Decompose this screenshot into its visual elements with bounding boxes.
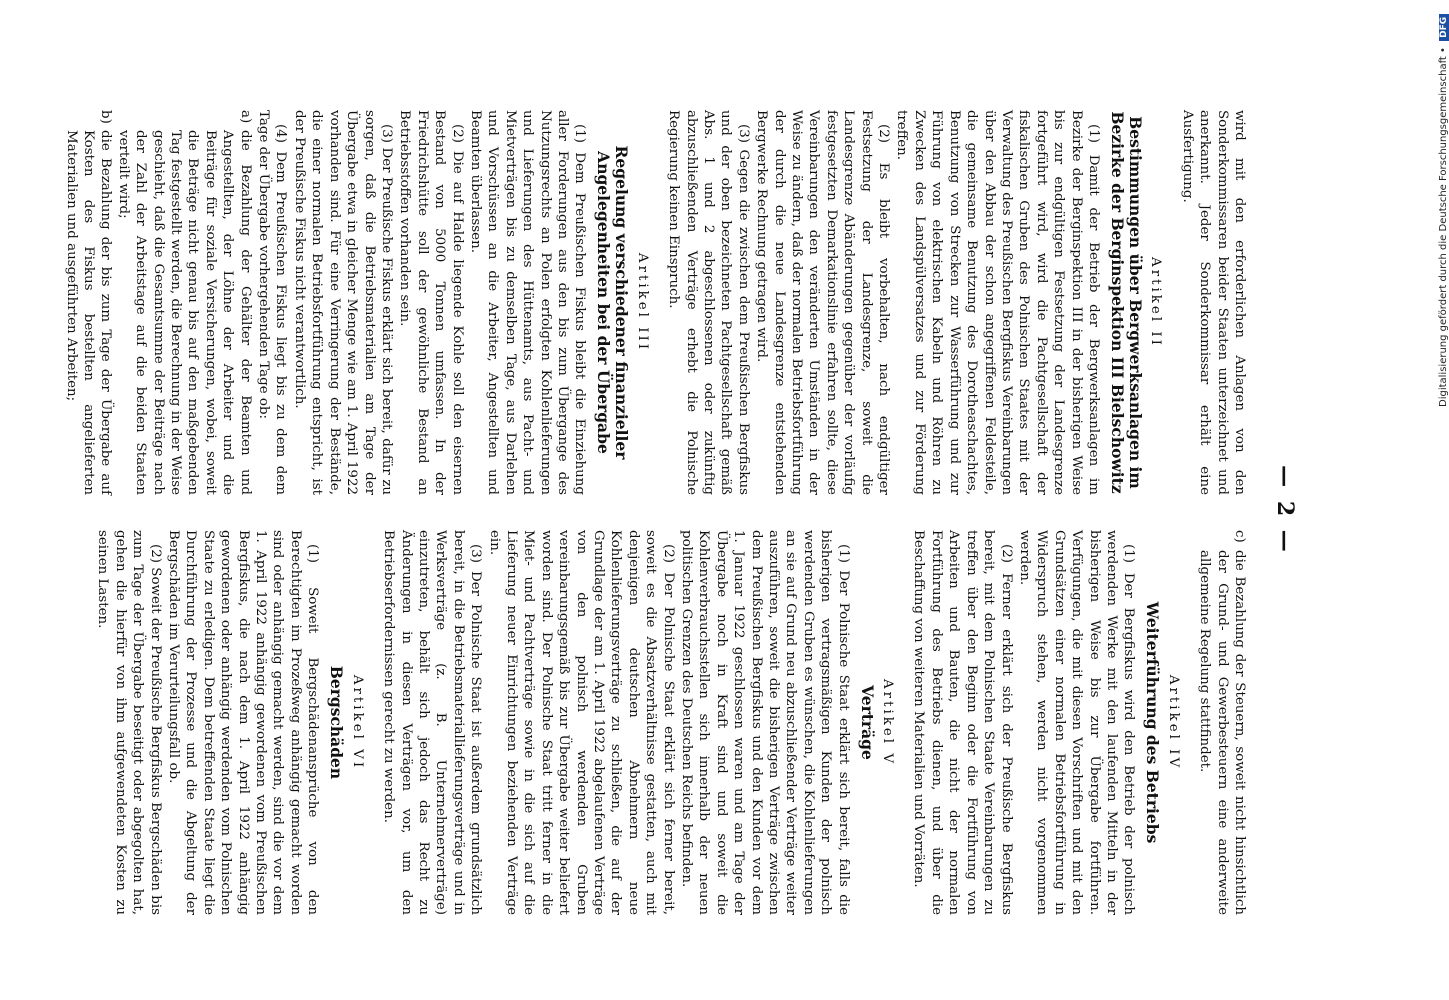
paragraph: (2) Die auf Halde liegende Kohle soll den eisernen Bestand von 5000 Tonnen umfassen. In der Friedrichshütte soll der gewöhnliche Bestand an Betriebsstoffen vorhanden sein. bbox=[397, 110, 465, 495]
article-title: Bestimmungen über Bergwerksanlagen im Bezirke der Berginspektion III Bielschowitz bbox=[1107, 111, 1145, 494]
paragraph: (1) Der Polnische Staat erklärt sich bereit, falls die bisherigen vertragsmäßigen Kunden der polnisch werdenden Gruben es wünschen, die Kohlenlieferungen an sie auf Grund neu abzuschließender Verträge weiter auszuführen, soweit die bisherigen Verträge zwischen dem Preußischen Bergfiskus und den Kunden vor dem 1. Januar 1922 geschlossen waren und am Tage der Übergabe noch in Kraft sind und soweit die Kohlenverbrauchsstellen sich innerhalb der neuen politischen Grenzen des Deutschen Reichs befinden. bbox=[679, 530, 851, 915]
paragraph: (2) Der Polnische Staat erklärt sich ferner bereit, soweit es die Absatzverhältnisse gestatten, auch mit denjenigen deutschen Abnehmern neue Kohlenlieferungsverträge zu schließen, die auf der Grundlage der am 1. April 1922 abgelaufenen Verträge von den polnisch werdenden Gruben vereinbarungsgemäß bis zur Übergabe weiter beliefert worden sind. Der Polnische Staat tritt ferner in die Miet- und Pachtverträge sowie in die sich auf die Lieferung neuer Einrichtungen beziehenden Verträge ein. bbox=[486, 530, 676, 915]
right-column bbox=[93, 530, 1248, 915]
article-6 bbox=[94, 530, 366, 915]
paragraph: (1) Damit der Betrieb der Bergwerksanlagen im Bezirke der Berginspektion III in der bisherigen Weise bis zur endgültigen Festsetzung der Landesgrenze fortgeführt wird, wird die Pachtgesellschaft der fiskalischen Gruben des Polnischen Staates mit der Verwaltung des Preußischen Bergfiskus Vereinbarungen über den Abbau der schon angegriffenen Feldesteile, die gemeinsame Benutzung des Dorotheaschachtes, Benutzung von Strecken zur Wasserführung und zur Führung von elektrischen Kabeln und Röhren zu Zwecken des Landspülversatzes und zur Förderung treffen. bbox=[894, 110, 1101, 495]
list-marker: c) bbox=[1232, 530, 1247, 543]
article-title: Bergschäden bbox=[327, 665, 347, 780]
article-heading: Artikel IV bbox=[1165, 674, 1181, 771]
list-text: die Bezahlung der Gehälter der Beamten und Angestellten, der Löhne der Arbeiter und die Beiträge für soziale Versicherungen, wobei, soweit die Beträge nicht genau bis auf den maßgebenden Tag festgestellt werden, die Berechnung in der Weise geschieht, daß die Gesamtsumme der Beiträge nach der Zahl der Arbeitstage auf die beiden Staaten verteilt wird; bbox=[115, 130, 253, 495]
paragraph: (1) Der Bergfiskus wird den Betrieb der polnisch werdenden Werke mit den laufenden Mitteln in der bisherigen Weise bis zur Übergabe fortführen. Verfügungen, die mit diesen Vorschriften und mit den Grundsätzen einer normalen Betriebsfortführung in Widerspruch stehen, werden nicht vorgenommen werden. bbox=[1016, 530, 1137, 915]
paragraph: (3) Der Polnische Staat ist außerdem grundsätzlich bereit, in die Betriebsmateriallieferungsverträge und in Werksverträge (z. B. Unternehmerverträge) einzutreten, behält sich jedoch das Recht zu Änderungen in diesen Verträgen vor, um den Betriebserfordernissen gerecht zu werden. bbox=[381, 530, 484, 915]
list-item bbox=[1196, 530, 1248, 915]
paragraph: (2) Ferner erklärt sich der Preußische Bergfiskus bereit, mit dem Polnischen Staate Vereinbarungen zu treffen über den Beginn oder die Fortführung von Arbeiten und Bauten, die nicht der normalen Fortführung des Betriebs dienen, und über die Beschaffung von weiteren Materialien und Vorräten. bbox=[911, 530, 1014, 915]
article-heading: Artikel II bbox=[1148, 257, 1164, 348]
list-item bbox=[114, 110, 253, 495]
list-marker: a) bbox=[237, 110, 253, 124]
paragraph: (2) Es bleibt vorbehalten, nach endgültiger Festsetzung der Landesgrenze, soweit die Landesgrenze Abänderungen gegenüber der vorläufig festgesetzten Demarkationslinie erfahren sollte, diese Vereinbarungen den veränderten Umständen in der Weise zu ändern, daß der normalen Betriebsfortführung der durch die neue Landesgrenze entstehenden Bergwerke Rechnung getragen wird. bbox=[754, 110, 892, 495]
list-text: die Bezahlung der Steuern, soweit nicht hinsichtlich der Grund- und Gewerbesteuern eine anderweite allgemeine Regelung stattfindet. bbox=[1197, 550, 1247, 915]
article-title: Regelung verschiedener finanzieller Angelegenheiten bei der Übergabe bbox=[594, 145, 632, 460]
digitization-credit bbox=[1408, 12, 1448, 432]
paragraph: (3) Gegen die zwischen dem Preußischen Bergfiskus und der oben bezeichneten Pachtgesellschaft gemäß Abs. 1 und 2 abgeschlossenen oder zukünftig abzuschließenden Verträge erhebt die Polnische Regierung keinen Einspruch. bbox=[666, 110, 751, 495]
intro-paragraph: wird mit den erforderlichen Anlagen von den Sonderkommissaren beider Staaten unterzeichnet und anerkannt. Jeder Sonderkommissar erhält eine Ausfertigung. bbox=[1179, 110, 1247, 495]
article-heading: Artikel V bbox=[880, 679, 896, 766]
article-2 bbox=[665, 110, 1165, 495]
list-item bbox=[62, 110, 114, 495]
paragraph: (4) Dem Preußischen Fiskus liegt bis zu dem dem Tage der Übergabe vorhergehenden Tage ob: bbox=[256, 110, 289, 495]
article-title: Verträge bbox=[857, 685, 877, 760]
paragraph: (2) Soweit der Preußische Bergfiskus Bergschäden bis zum Tage der Übergabe beseitigt oder abgegolten hat, gehen die hierfür von ihm aufgewendeten Kosten zu seinen Lasten. bbox=[95, 530, 163, 915]
page-body bbox=[0, 110, 1400, 915]
article-title: Weiterführung des Betriebs bbox=[1143, 601, 1163, 844]
dfg-logo: DFG bbox=[1439, 14, 1449, 41]
article-4 bbox=[910, 530, 1182, 915]
article-3 bbox=[62, 110, 651, 495]
credit-line bbox=[1438, 14, 1449, 407]
paragraph: (1) Dem Preußischen Fiskus bleibt die Einziehung aller Forderungen aus den bis zum Übergange des Nutzungsrechts an Polen erfolgten Kohlenlieferungen und Lieferungen des Hüttenamts, aus Pacht- und Mietverträgen bis zu demselben Tage, aus Darlehen und Vorschüssen an die Arbeiter, Angestellten und Beamten überlassen. bbox=[467, 110, 588, 495]
article-heading: Artikel III bbox=[634, 252, 650, 353]
article-5 bbox=[380, 530, 896, 915]
article-heading: Artikel VI bbox=[349, 674, 365, 771]
list-marker: b) bbox=[98, 110, 114, 124]
list-text: die Bezahlung der bis zum Tage der Übergabe auf Kosten des Fiskus bestellten angelieferten Materialien und ausgeführten Arbeiten; bbox=[63, 130, 114, 495]
credit-text: Digitalisierung gefördert durch die Deutsche Forschungsgemeinschaft • bbox=[1438, 47, 1449, 407]
paragraph: (1) Soweit Bergschädenansprüche von den Berechtigten im Prozeßweg anhängig gemacht worden sind oder anhängig gemacht werden, sind die vor dem 1. April 1922 anhängig gewordenen vom Preußischen Bergfiskus, die nach dem 1. April 1922 anhängig gewordenen oder anhängig werdenden vom Polnischen Staate zu erledigen. Dem betreffenden Staate liegt die Durchführung der Prozesse und die Abgeltung der Bergschäden im Verurteilungsfall ob. bbox=[166, 530, 321, 915]
left-column bbox=[62, 110, 1248, 495]
page-number: — 2 — bbox=[1272, 465, 1298, 555]
paragraph: (3) Der Preußische Fiskus erklärt sich bereit, dafür zu sorgen, daß die Betriebsmaterialien am Tage der Übergabe etwa in gleicher Menge wie am 1. April 1922 vorhanden sind. Für eine Verringerung der Bestände, die einer normalen Betriebsfortführung entspricht, ist der Preußische Fiskus nicht verantwortlich. bbox=[291, 110, 394, 495]
